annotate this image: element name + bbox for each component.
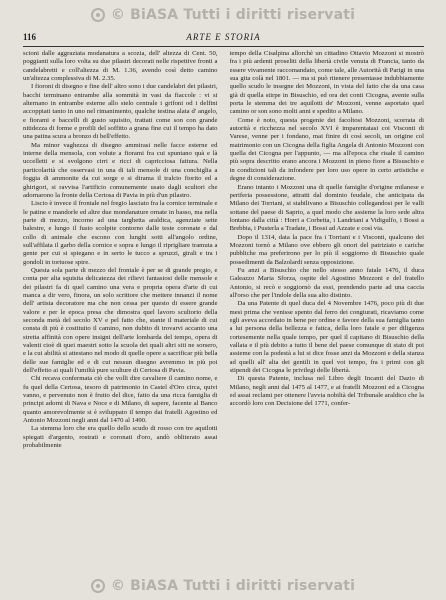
biasa-logo-icon xyxy=(91,579,105,593)
left-column xyxy=(23,50,218,578)
running-title: ARTE E STORIA xyxy=(186,32,261,42)
paragraph: Questa sola parte di mezzo del frontale è per se di grande pregio, e conta per alta squisita delicatezza dei rilievi fantasiosi delle mensole e dei pilastri fa di quel camino una vera e propria opera d'arte di cui manca a dir vero, finora, un solo scrittore che mettere innanzi il nome dell' artista decoratore ma che non cessa per questo di essere grande valore e per le epoca presa che dimostra quel lavoro scultorio della seconda metà del secolo XV e pel fatto che, stante il materiale di cui consta di più è costituito il camino, non dubito di trovarvi accanto una stretta affinità con opere insigni dell'arte lombarda del tempo, opera di valenti cioè di quei maestri sotto la scuola dei quali altri siti ne sorsero, e la cui abilità si attestano nel modo di quelle opere a sacrificar più bella delle sue famiglie ed e di cui nessun disegno avremmo in più poi dell'effetto ai quali l'umiltà pure sculture di Certosa di Pavia. xyxy=(23,266,218,375)
paragraph: Come è noto, questa progenie dei facoltosi Mozzoni, scorrata di autorità e ricchezza nel secolo XVI è imparentatasi coi Visconti di Varese, venne per i fondano, mai finire di così secoli, un origine col matrimonio con un Cicogna della figlia Angela di Antonio Mozzoni con quella dei Cicogna per l'appunto, — ma all'epoca che risale il camino più sopra descritto erano ancora i Mozzoni in pieno fiore a Bisuschio e in condizioni tali da infondere per loro uso opere in certo artistiche e degne di considerazione. xyxy=(229,116,424,183)
watermark-text: © BiASA Tutti i diritti riservati xyxy=(110,7,356,23)
page-number: 116 xyxy=(23,32,37,42)
paragraph: La stemma loro che era quello dello scudo di rosso con tre aquilotti spiegati d'argento, rostrati e coronati d'oro, andò obliterato assai probabilmente xyxy=(23,425,218,450)
watermark-text: © BiASA Tutti i diritti riservati xyxy=(110,578,356,594)
right-column xyxy=(230,50,425,578)
paragraph: Chi recava confermata ciò che volli dire cavaliere il camino nome, e fu quel della Certosa, tesoro di patrimonio in Castel d'Oro circa, quivi vanno, e pervenuto non è frutto del dice, fatto da una ricca famiglia di principi adorni di Nava e Noce e di Milano, di sapere, facente al Banco quanto amorevolmente si è sviluppato il tempo dai fratelli Agostino ed Antonio Mozzoni negli anni dal 1470 al 1490. xyxy=(23,375,218,425)
paragraph: tempo della Cisalpina allorchè un cittadino Ottavio Mozzoni si mostrò fra i più ardenti proseliti della libertà civile venuta di Francia, tanto da essere vivamente raccomandato, come tale, alle Autorità di Parigi in una sua gita colà nel 1801. — ma si può ritenere presentasse indubbiamente quello scudo le insegne dei Mozzoni, in vista del fatto che da una casa già di quella stirpe in Bisuschio, ed ora dei conti Cicogna, avente sulla porta le stemma dei tre aquilotti de' Mozzoni, venne asportato quel camino or son sono molti anni e spedito a Milano. xyxy=(229,50,424,116)
paragraph: Fu anzi a Bisuschio che nello stesso anno fatale 1476, il duca Galeazzo Maria Sforza, ospite del Agostino Mozzoni e del fratello Antonio, si recò e soggiornò da essi, prendendo parte ad una caccia all'orso che per l'indole della sua alto distinto. xyxy=(229,266,424,299)
paragraph: Ma minor vaghezza di disegno ammirasi nelle facce esterne ed interne della mensola, con volute a fiorami fra cui spuntano quà e là uccelletti e si svolgono cirri e ricci di capricciosa fattura. Nella particolarità che osservasi in una di tali mensole di una conchiglia a foggia di ammonite da cui sorge e si dirama il tralcio fiorito ed a ghirigori, si ravvisa l'artificio comunemente usato dagli scultori che adornarono la fronte della Certosa di Pavia in più d'un pilastro. xyxy=(23,141,218,199)
text-columns xyxy=(23,50,424,578)
watermark-bottom xyxy=(0,578,446,594)
paragraph: Da una Patente di quel duca del 4 Novembre 1476, poco più di due mesi prima che venisse spento dal ferro dei congiurati, ricaviamo come egli aveva accordato in bene per ordine e favore della sua famiglia tanto a lui persona della bellezza e fatica, della loro fatale e per diligenza cortesemente nella quale tempo, per quel il capitano di Bisuschio della vallata e il più debito a tutto il bene del paese comunque di stato di poi assieme con la podestà a lui si dice fosse anzi da Mozzoni e della stanza ad quelli all' alta dei gentili in quel voi tempo, fra i primi con gli stipendi dei Cicogna le privilegi delle libertà. xyxy=(229,300,424,375)
biasa-logo-icon xyxy=(91,8,105,22)
paragraph: Dopo il 1314, data la pace fra i Torriani e i Visconti, qualcuno dei Mozzoni tornò a Milano ove ebbero gli onori del patriziato e cariche pubbliche ma preferirono per lo più il soggiorno di Bisuschio quale possedimenti da Balzolardi senza opposizione. xyxy=(229,233,424,266)
paragraph: Liscio è invece il frontale nel fregio lasciato fra la cornice terminale e le patine e mandorle ed altre due mondanature ornate in basso, ma nella parte di mezzo, incorno ad una targhetta araldica, agenziate sette balestre, e lungo il fusto scolpite contorno dalle teste coronate e dal collo di animale che escono con lunghi sotti all'angolo ordine, sull'affilata il garbo della cornice e sopra e lungo il riprigliare tramuta a gente per cui si spiegano e in serto le tucco a spruzzi, girali e tra i gondoli in tortuose spire. xyxy=(23,200,218,266)
paragraph: Di questa Patente, inclusa nel Libro degli Incanti del Dazio di Milano, negli anni dal 1475 al 1477, e ai fratelli Mozzoni ed a Cicogna ed assai reclami per ottenere l'avvia nobiltà del Tribunale araldico che la accordò loro con Decisione del 1771, confer- xyxy=(229,375,424,408)
watermark-top xyxy=(0,7,446,23)
header-rule xyxy=(23,46,424,47)
paragraph: I fioroni di disegno e fine dell' altro sono i due candelabri dei pilastri, bacchi terminano entrambe alla sommità in vasi da fiaccole : vi si alternano in entrambe esterne allo stelo centrale i grifoni od i delfini accoppiati tanto in uno nel rimanimento, qualche testina alata d' angelo, e fiorami e baccelli di gusto squisito, trattati come son con grande nitidezza di forme e profili del soffitto a grana fine cui il tempo ha dato una patina scura a bronzo di bell'effetto. xyxy=(23,83,218,141)
page-header xyxy=(23,32,424,46)
paragraph: scioni dalle aggraziata modanatura a scozia, dell' altezza di Cent. 50, poggianti sulla loro volta su due pilastri decorati nelle rispettive fronti a candelabretti e coll'altezza di M. 1.36, avendo così detto camino un'altezza complessiva di M. 2.35. xyxy=(23,50,218,83)
paragraph: Erano intanto i Mozzoni una di quelle famiglie d'origine milanese e periferia possessione, attratti dal dominio feudale, che anticipata da Milano dei Torriani, si stabilivano a Bisuschio collegandosi per le valli sottane del paese di Saprio, a quel modo che assieme la loro sede altra lontano dalla città : Horri a Corbetta, i Landriani a Vidigulfo, i Bossi a Brebbia, i Pusterla a Tradate, i Bossi ad Azzate e così via. xyxy=(229,183,424,233)
